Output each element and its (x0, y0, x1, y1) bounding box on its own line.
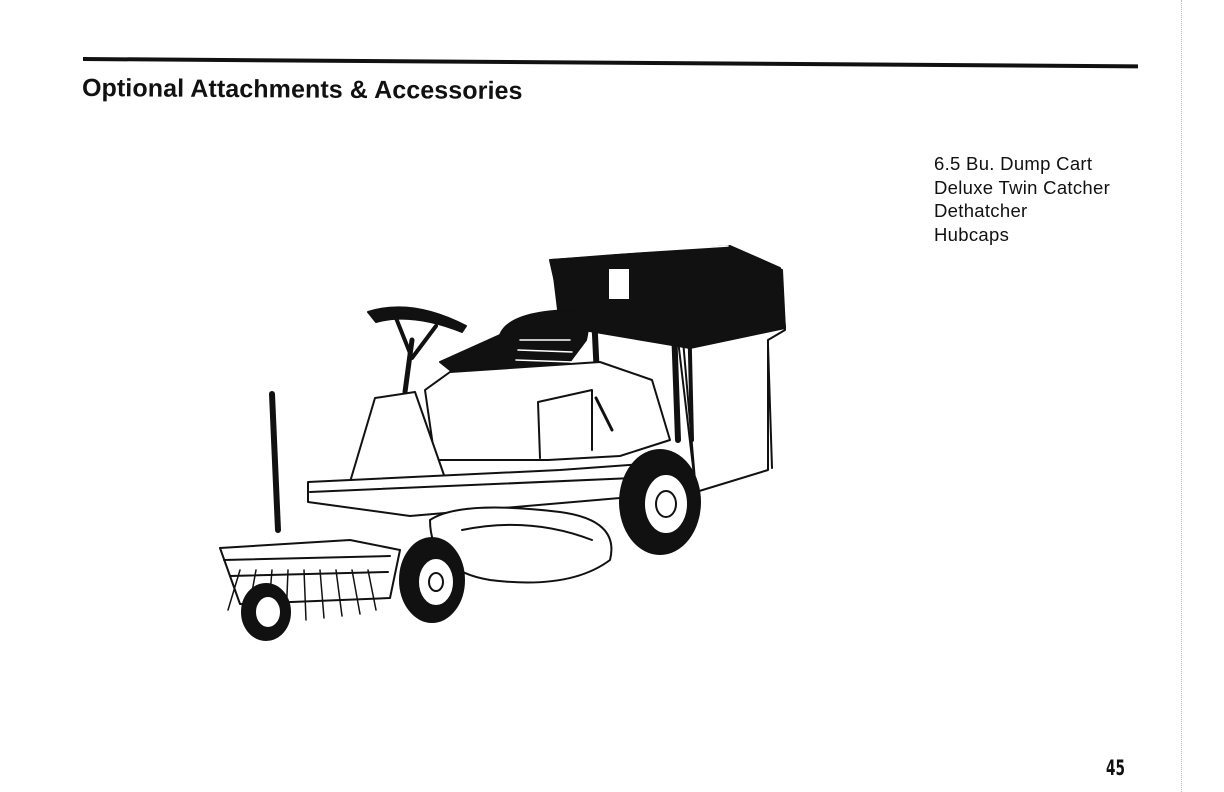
accessory-item: Deluxe Twin Catcher (934, 176, 1111, 198)
accessory-list (934, 152, 1110, 246)
header-rule (83, 57, 1138, 68)
page-edge (1181, 0, 1183, 792)
page-title: Optional Attachments & Accessories (81, 74, 523, 106)
accessory-item: 6.5 Bu. Dump Cart (934, 153, 1093, 174)
riding-mower-illustration (200, 230, 800, 650)
page-number: 45 (1106, 756, 1125, 780)
accessory-item: Dethatcher (934, 200, 1028, 221)
accessory-item: Hubcaps (934, 223, 1010, 245)
